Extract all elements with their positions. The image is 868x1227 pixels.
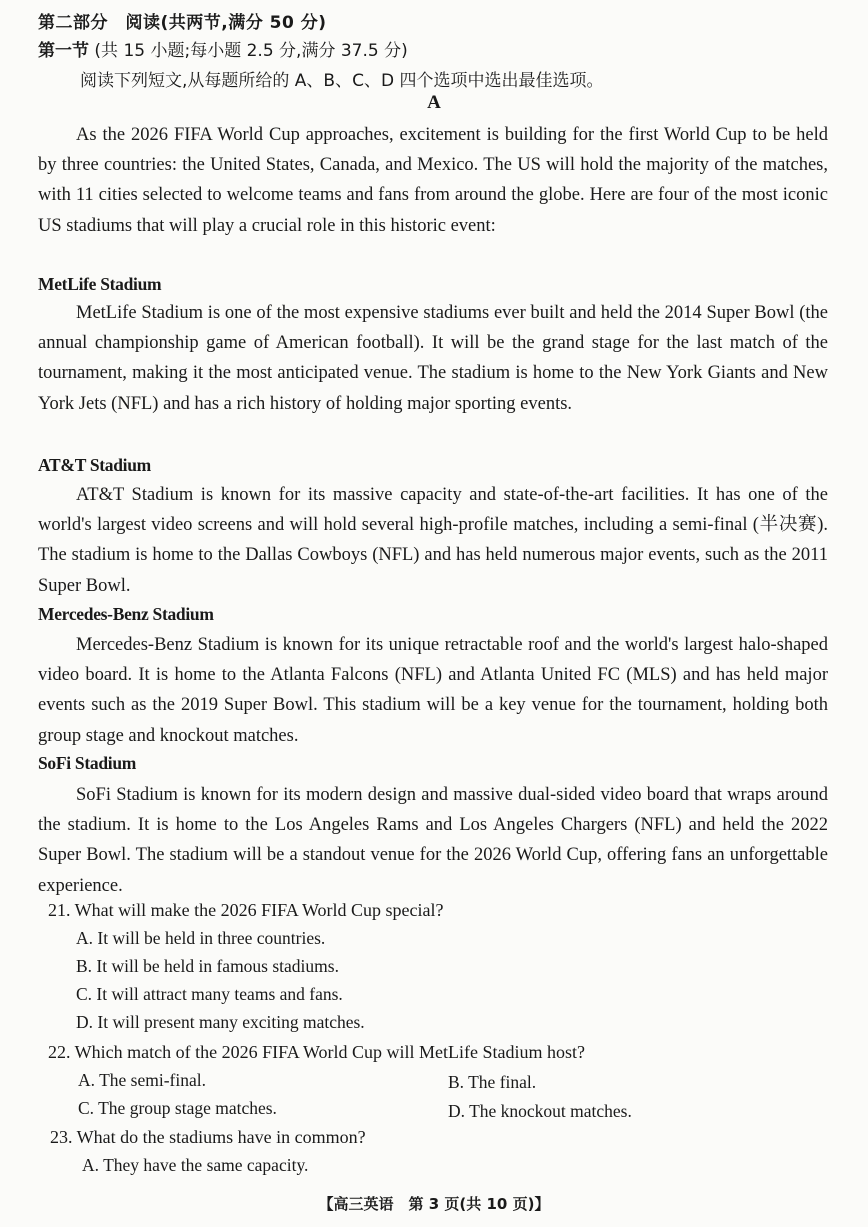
section-heading [38,36,408,61]
stadium-name: Mercedes-Benz Stadium [38,604,214,624]
passage-intro: As the 2026 FIFA World Cup approaches, excitement is building for the first World Cup to be held by three countries: the United States, Canada, and Mexico. The US will hold the majority of the matches, with 11 cities selected to welcome teams and fans from around the globe. Here are four of the most iconic US stadiums that will play a crucial role in this historic event: [38,125,828,236]
question-stem: 22. Which match of the 2026 FIFA World Cup will MetLife Stadium host? [48,1042,586,1062]
answer-option: D. The knockout matches. [448,1101,632,1121]
instruction: 阅读下列短文,从每题所给的 A、B、C、D 四个选项中选出最佳选项。 [80,71,604,91]
stadium-description: AT&T Stadium is known for its massive capacity and state-of-the-art facilities. It has one of the world's largest video screens and will hold several high-profile matches, including a semi-final (半决赛). The stadium is home to the Dallas Cowboys (NFL) and has held numerous major events, such as the 2011 Super Bowl. [38,485,828,596]
stadium-description: Mercedes-Benz Stadium is known for its unique retractable roof and the world's largest halo-shaped video board. It is home to the Atlanta Falcons (NFL) and Atlanta United FC (MLS) and has held major events such as the 2019 Super Bowl. This stadium will be a key venue for the tournament, holding both group stage and knockout matches. [38,635,828,746]
section-description: (共 15 小题;每小题 2.5 分,满分 37.5 分) [94,41,408,61]
answer-option: B. The final. [448,1072,537,1092]
page-footer: 【高三英语 第 3 页(共 10 页)】 [318,1195,550,1213]
answer-option: A. It will be held in three countries. [76,928,326,948]
part-title: 第二部分 阅读(共两节,满分 50 分) [38,13,327,33]
stadium-name: MetLife Stadium [38,274,162,294]
answer-option: A. They have the same capacity. [82,1155,309,1175]
answer-option: C. The group stage matches. [78,1098,277,1118]
answer-option: B. It will be held in famous stadiums. [76,956,339,976]
stadium-description: MetLife Stadium is one of the most expensive stadiums ever built and held the 2014 Super Bowl (the annual championship game of American football). It will be the grand stage for the last match of the tournament, making it the most anticipated venue. The stadium is home to the New York Giants and New York Jets (NFL) and has a rich history of holding major sporting events. [38,303,828,414]
question-stem: 21. What will make the 2026 FIFA World Cup special? [48,900,444,920]
section-label: 第一节 [38,41,89,61]
stadium-description: SoFi Stadium is known for its modern design and massive dual-sided video board that wraps around the stadium. It is home to the Los Angeles Rams and Los Angeles Chargers (NFL) and held the 2022 Super Bowl. The stadium will be a standout venue for the 2026 World Cup, offering fans an unforgettable experience. [38,785,828,896]
stadium-name: AT&T Stadium [38,455,151,475]
answer-option: C. It will attract many teams and fans. [76,984,343,1004]
passage-label: A [427,92,441,113]
answer-option: D. It will present many exciting matches. [76,1012,365,1032]
answer-option: A. The semi-final. [78,1070,206,1090]
question-stem: 23. What do the stadiums have in common? [50,1127,366,1147]
stadium-name: SoFi Stadium [38,753,137,773]
